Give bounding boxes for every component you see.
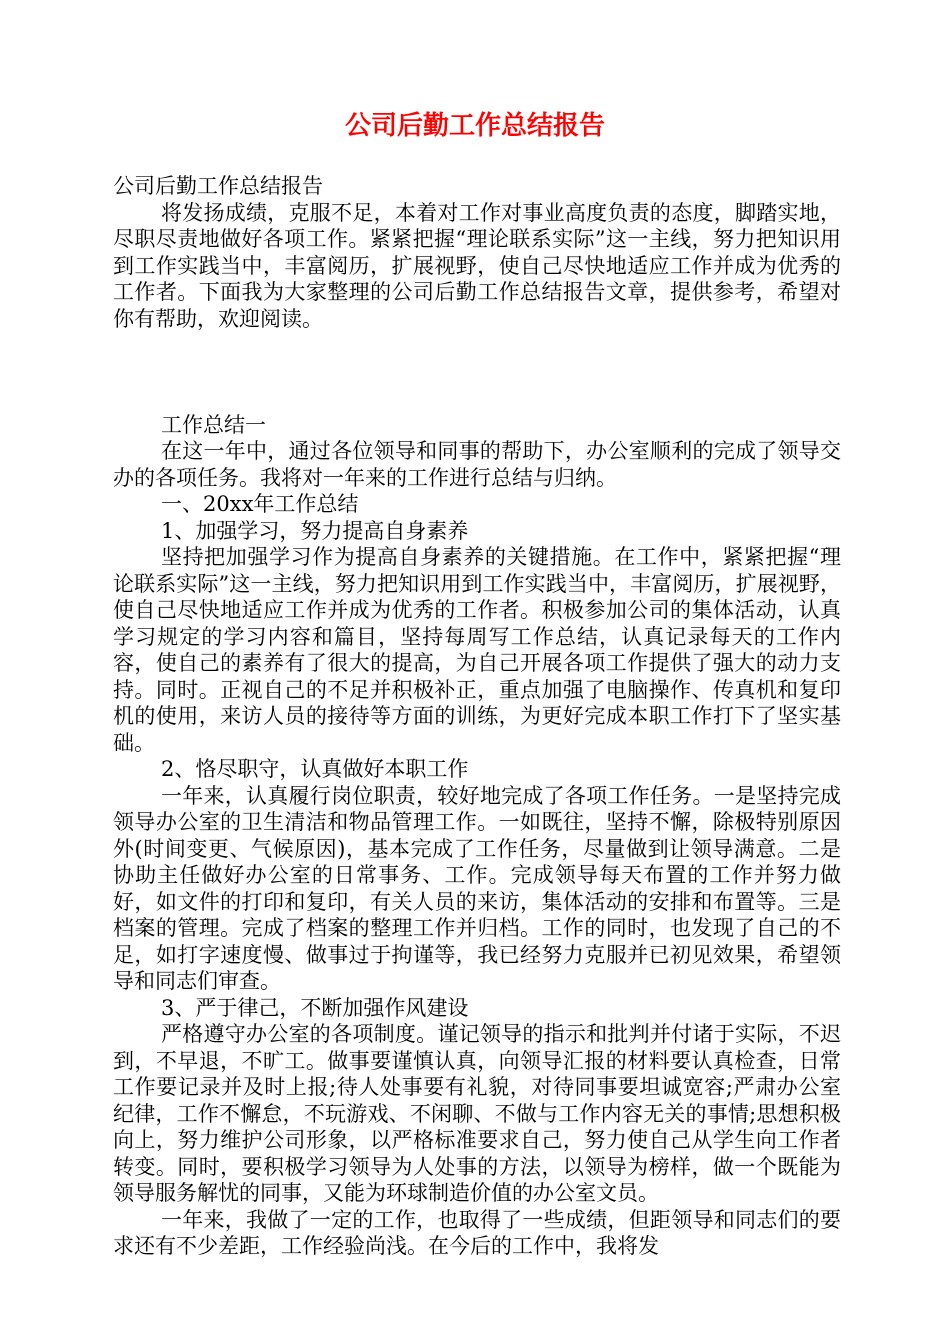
paragraph: 一年来，认真履行岗位职责，较好地完成了各项工作任务。一是坚持完成领导办公室的卫生清洁和物品管理工作。一如既往，坚持不懈，除极特别原因外(时间变更、气候原因)，基本完成了工作任务，尽量做到让领导满意。二是协助主任做好办公室的日常事务、工作。完成领导每天布置的工作并努力做好，如文件的打印和复印，有关人员的来访，集体活动的安排和布置等。三是档案的管理。完成了档案的整理工作并归档。工作的同时，也发现了自己的不足，如打字速度慢、做事过于拘谨等，我已经努力克服并已初见效果，希望领导和同志们审查。: [113, 783, 841, 993]
blank-spacer: [113, 332, 841, 412]
paragraph: 坚持把加强学习作为提高自身素养的关键措施。在工作中，紧紧把握“理论联系实际”这一主线，努力把知识用到工作实践当中，丰富阅历，扩展视野，使自己尽快地适应工作并成为优秀的工作者。积极参加公司的集体活动，认真学习规定的学习内容和篇目，坚持每周写工作总结，认真记录每天的工作内容，使自己的素养有了很大的提高，为自己开展各项工作提供了强大的动力支持。同时。正视自己的不足并积极补正，重点加强了电脑操作、传真机和复印机的使用，来访人员的接待等方面的训练，为更好完成本职工作打下了坚实基础。: [113, 545, 841, 755]
subheading-discipline: 3、严于律己，不断加强作风建设: [161, 995, 469, 1020]
document-title: 公司后勤工作总结报告: [344, 111, 605, 141]
document-body: [113, 173, 841, 1260]
section-heading-year-summary: 一、20xx年工作总结: [161, 492, 359, 516]
paragraph: 在这一年中，通过各位领导和同事的帮助下，办公室顺利的完成了领导交办的各项任务。我将对一年来的工作进行总结与归纳。: [113, 439, 841, 490]
paragraph-heading: 公司后勤工作总结报告: [113, 174, 323, 198]
paragraph-intro: 将发扬成绩，克服不足，本着对工作对事业高度负责的态度，脚踏实地，尽职尽责地做好各项工作。紧紧把握“理论联系实际”这一主线，努力把知识用到工作实践当中，丰富阅历，扩展视野，使自己尽快地适应工作并成为优秀的工作者。下面我为大家整理的公司后勤工作总结报告文章，提供参考，希望对你有帮助，欢迎阅读。: [113, 200, 841, 331]
paragraph: 一年来，我做了一定的工作，也取得了一些成绩，但距领导和同志们的要求还有不少差距，工作经验尚浅。在今后的工作中，我将发: [113, 1207, 841, 1258]
section-heading-summary-one: 工作总结一: [161, 412, 266, 437]
subheading-study: 1、加强学习，努力提高自身素养: [161, 518, 469, 543]
paragraph: 严格遵守办公室的各项制度。谨记领导的指示和批判并付诸于实际，不迟到，不早退，不旷工。做事要谨慎认真，向领导汇报的材料要认真检查，日常工作要记录并及时上报;待人处事要有礼貌，对待同事要坦诚宽容;严肃办公室纪律，工作不懈怠，不玩游戏、不闲聊、不做与工作内容无关的事情;思想积极向上，努力维护公司形象，以严格标准要求自己，努力使自己从学生向工作者转变。同时，要积极学习领导为人处事的方法，以领导为榜样，做一个既能为领导服务解忧的同事，又能为环球制造价值的办公室文员。: [113, 1022, 841, 1205]
subheading-duty: 2、恪尽职守，认真做好本职工作: [161, 757, 469, 781]
